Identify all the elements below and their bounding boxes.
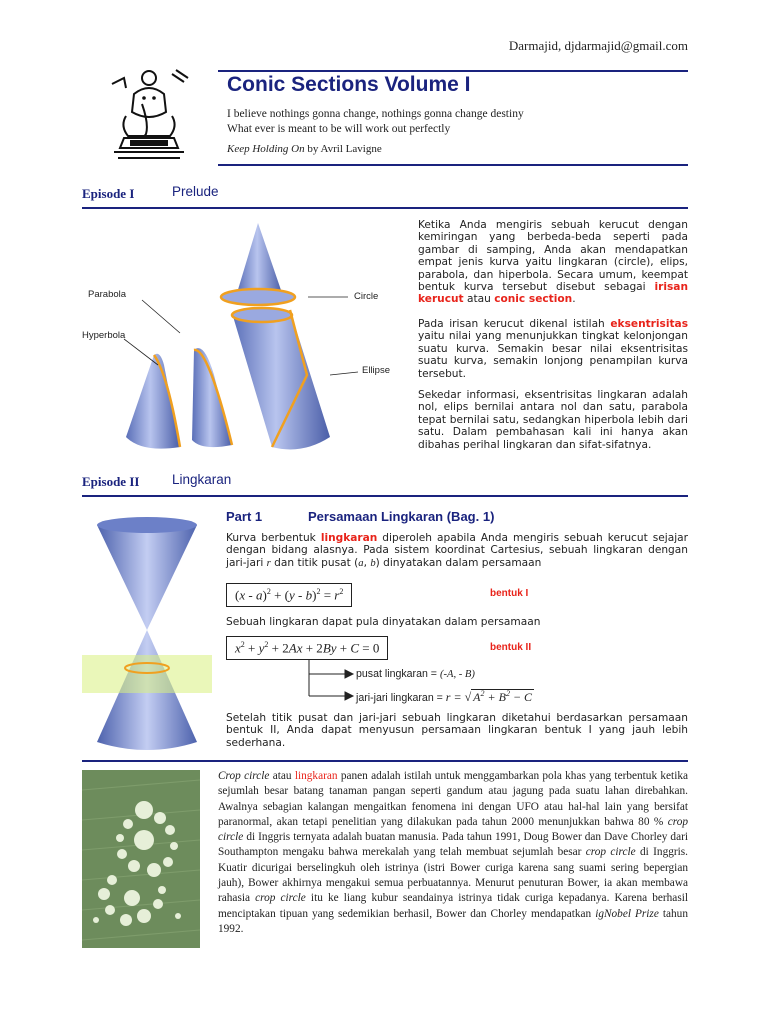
equation-bentuk-2: $x^2 + y^2 + 2Ax + 2By + C = 0$ — [226, 636, 388, 660]
jari-jari-line: jari-jari lingkaran = r = √ $A^2 + B^2 - C$ — [356, 689, 533, 704]
crop-rule — [82, 760, 688, 762]
label-ellipse: Ellipse — [362, 365, 390, 376]
part1-title: Persamaan Lingkaran (Bag. 1) — [308, 509, 495, 524]
double-cone-figure — [82, 510, 212, 760]
pusat-line: pusat lingkaran = (-A, - B) — [356, 668, 475, 680]
prelude-paragraph-2: Pada irisan kerucut dikenal istilah eksentrisitas yaitu nilai yang menunjukkan tingkat kelonjongan suatu kurva. Semakin besar nilai eksentrisitas suatu kurva, semakin lonjong penampilan kurva tersebut. — [418, 318, 688, 380]
episode2-label: Episode II — [82, 474, 140, 489]
song-title: Keep Holding On — [227, 143, 305, 155]
bentuk-1-label: bentuk I — [490, 588, 529, 599]
lingkaran-paragraph-2: Sebuah lingkaran dapat pula dinyatakan dalam persamaan — [226, 616, 541, 628]
term-ignobel-prize: igNobel Prize — [595, 907, 659, 920]
episode2-rule — [82, 495, 688, 497]
ganesha-logo — [104, 64, 194, 168]
song-artist: by Avril Lavigne — [304, 143, 382, 155]
label-parabola: Parabola — [88, 289, 127, 300]
episode1-title: Prelude — [172, 184, 219, 199]
bentuk-2-label: bentuk II — [490, 642, 532, 653]
crop-circle-photo — [82, 770, 200, 948]
derivation-arrows — [305, 660, 355, 702]
quote-line-2: What ever is meant to be will work out perfectly — [227, 123, 451, 135]
lingkaran-paragraph-1: Kurva berbentuk lingkaran diperoleh apabila Anda mengiris sebuah kerucut sejajar dengan bidang alasnya. Pada sistem koordinat Cartesius, sebuah lingkaran dengan jari-jari r dan titik pusat (a, b) dinyatakan dalam persamaan — [226, 532, 688, 569]
song-credit — [227, 143, 382, 155]
label-circle: Circle — [354, 291, 379, 302]
episode1-label: Episode I — [82, 186, 135, 201]
header-rule-bottom — [218, 164, 688, 166]
conic-sections-figure — [82, 215, 412, 460]
part1-label: Part 1 — [226, 509, 263, 524]
author-line: Darmajid, djdarmajid@gmail.com — [508, 38, 688, 53]
page-title: Conic Sections Volume I — [227, 73, 471, 96]
equation-bentuk-1: $(x - a)^2 + (y - b)^2 = r^2$ — [226, 583, 352, 607]
lingkaran-paragraph-3: Setelah titik pusat dan jari-jari sebuah lingkaran diketahui berdasarkan persamaan bentuk II, Anda dapat menyusun persamaan lingkaran bentuk I yang jauh lebih sederhana. — [226, 712, 688, 749]
term-crop-circle: Crop circle — [218, 770, 270, 782]
term-eksentrisitas: eksentrisitas — [610, 318, 688, 330]
prelude-paragraph-3: Sekedar informasi, eksentrisitas lingkaran adalah nol, elips bernilai antara nol dan satu, parabola tepat bernilai satu, sedangkan hiperbola lebih dari satu. Dalam pembahasan kali ini hanya akan dibahas perihal lingkaran dan sifat-sifatnya. — [418, 389, 688, 451]
crop-circle-paragraph: Crop circle atau lingkaran panen adalah istilah untuk menggambarkan pola khas yang terbentuk ketika sejumlah besar batang tanaman pangan seperti gandum atau jagung pada suatu lahan direbahkan. Awalnya sebagian kalangan mengaitkan fenomena ini dengan UFO atau hal-hal lain yang bersifat paranormal, akan tetapi penelitian yang dilakukan pada tahun 2000 menunjukkan bahwa 80 % crop circle di Inggris ternyata adalah buatan manusia. Pada tahun 1991, Doug Bower dan Dave Chorley dari Southampton mengaku bahwa merekalah yang telah membuat sejumlah besar crop circle di Inggris. Kuatir dicurigai berselingkuh oleh istrinya (istri Bower curiga karena sang suami sering bepergian jauh), Bower akhirnya mengakui semua perbuatannya. Menurut penuturan Bower, ia akan membawa rahasia crop circle itu ke liang kubur seandainya istrinya tidak curiga kepadanya. Karena berhasil menciptakan tipuan yang sedemikian berhasil, Bower dan Chorley mendapatkan igNobel Prize tahun 1992. — [218, 770, 689, 935]
term-lingkaran-panen: lingkaran — [294, 770, 338, 782]
label-hyperbola: Hyperbola — [82, 330, 126, 341]
term-lingkaran: lingkaran — [320, 532, 378, 544]
episode2-title: Lingkaran — [172, 472, 232, 487]
term-conic-section: conic section — [494, 293, 573, 306]
episode1-rule — [82, 207, 688, 209]
quote-line-1: I believe nothings gonna change, nothings gonna change destiny — [227, 108, 524, 120]
header-rule-top — [218, 70, 688, 72]
prelude-paragraph-1: Ketika Anda mengiris sebuah kerucut dengan kemiringan yang berbeda-beda seperti pada gambar di samping, Anda akan mendapatkan empat jenis kurva yaitu lingkaran (circle), elips, parabola, dan hiperbola. Secara umum, keempat bentuk kurva tersebut disebut sebagai irisan kerucut atau conic section. — [418, 219, 688, 306]
term-irisan-kerucut: irisan kerucut — [418, 281, 688, 306]
